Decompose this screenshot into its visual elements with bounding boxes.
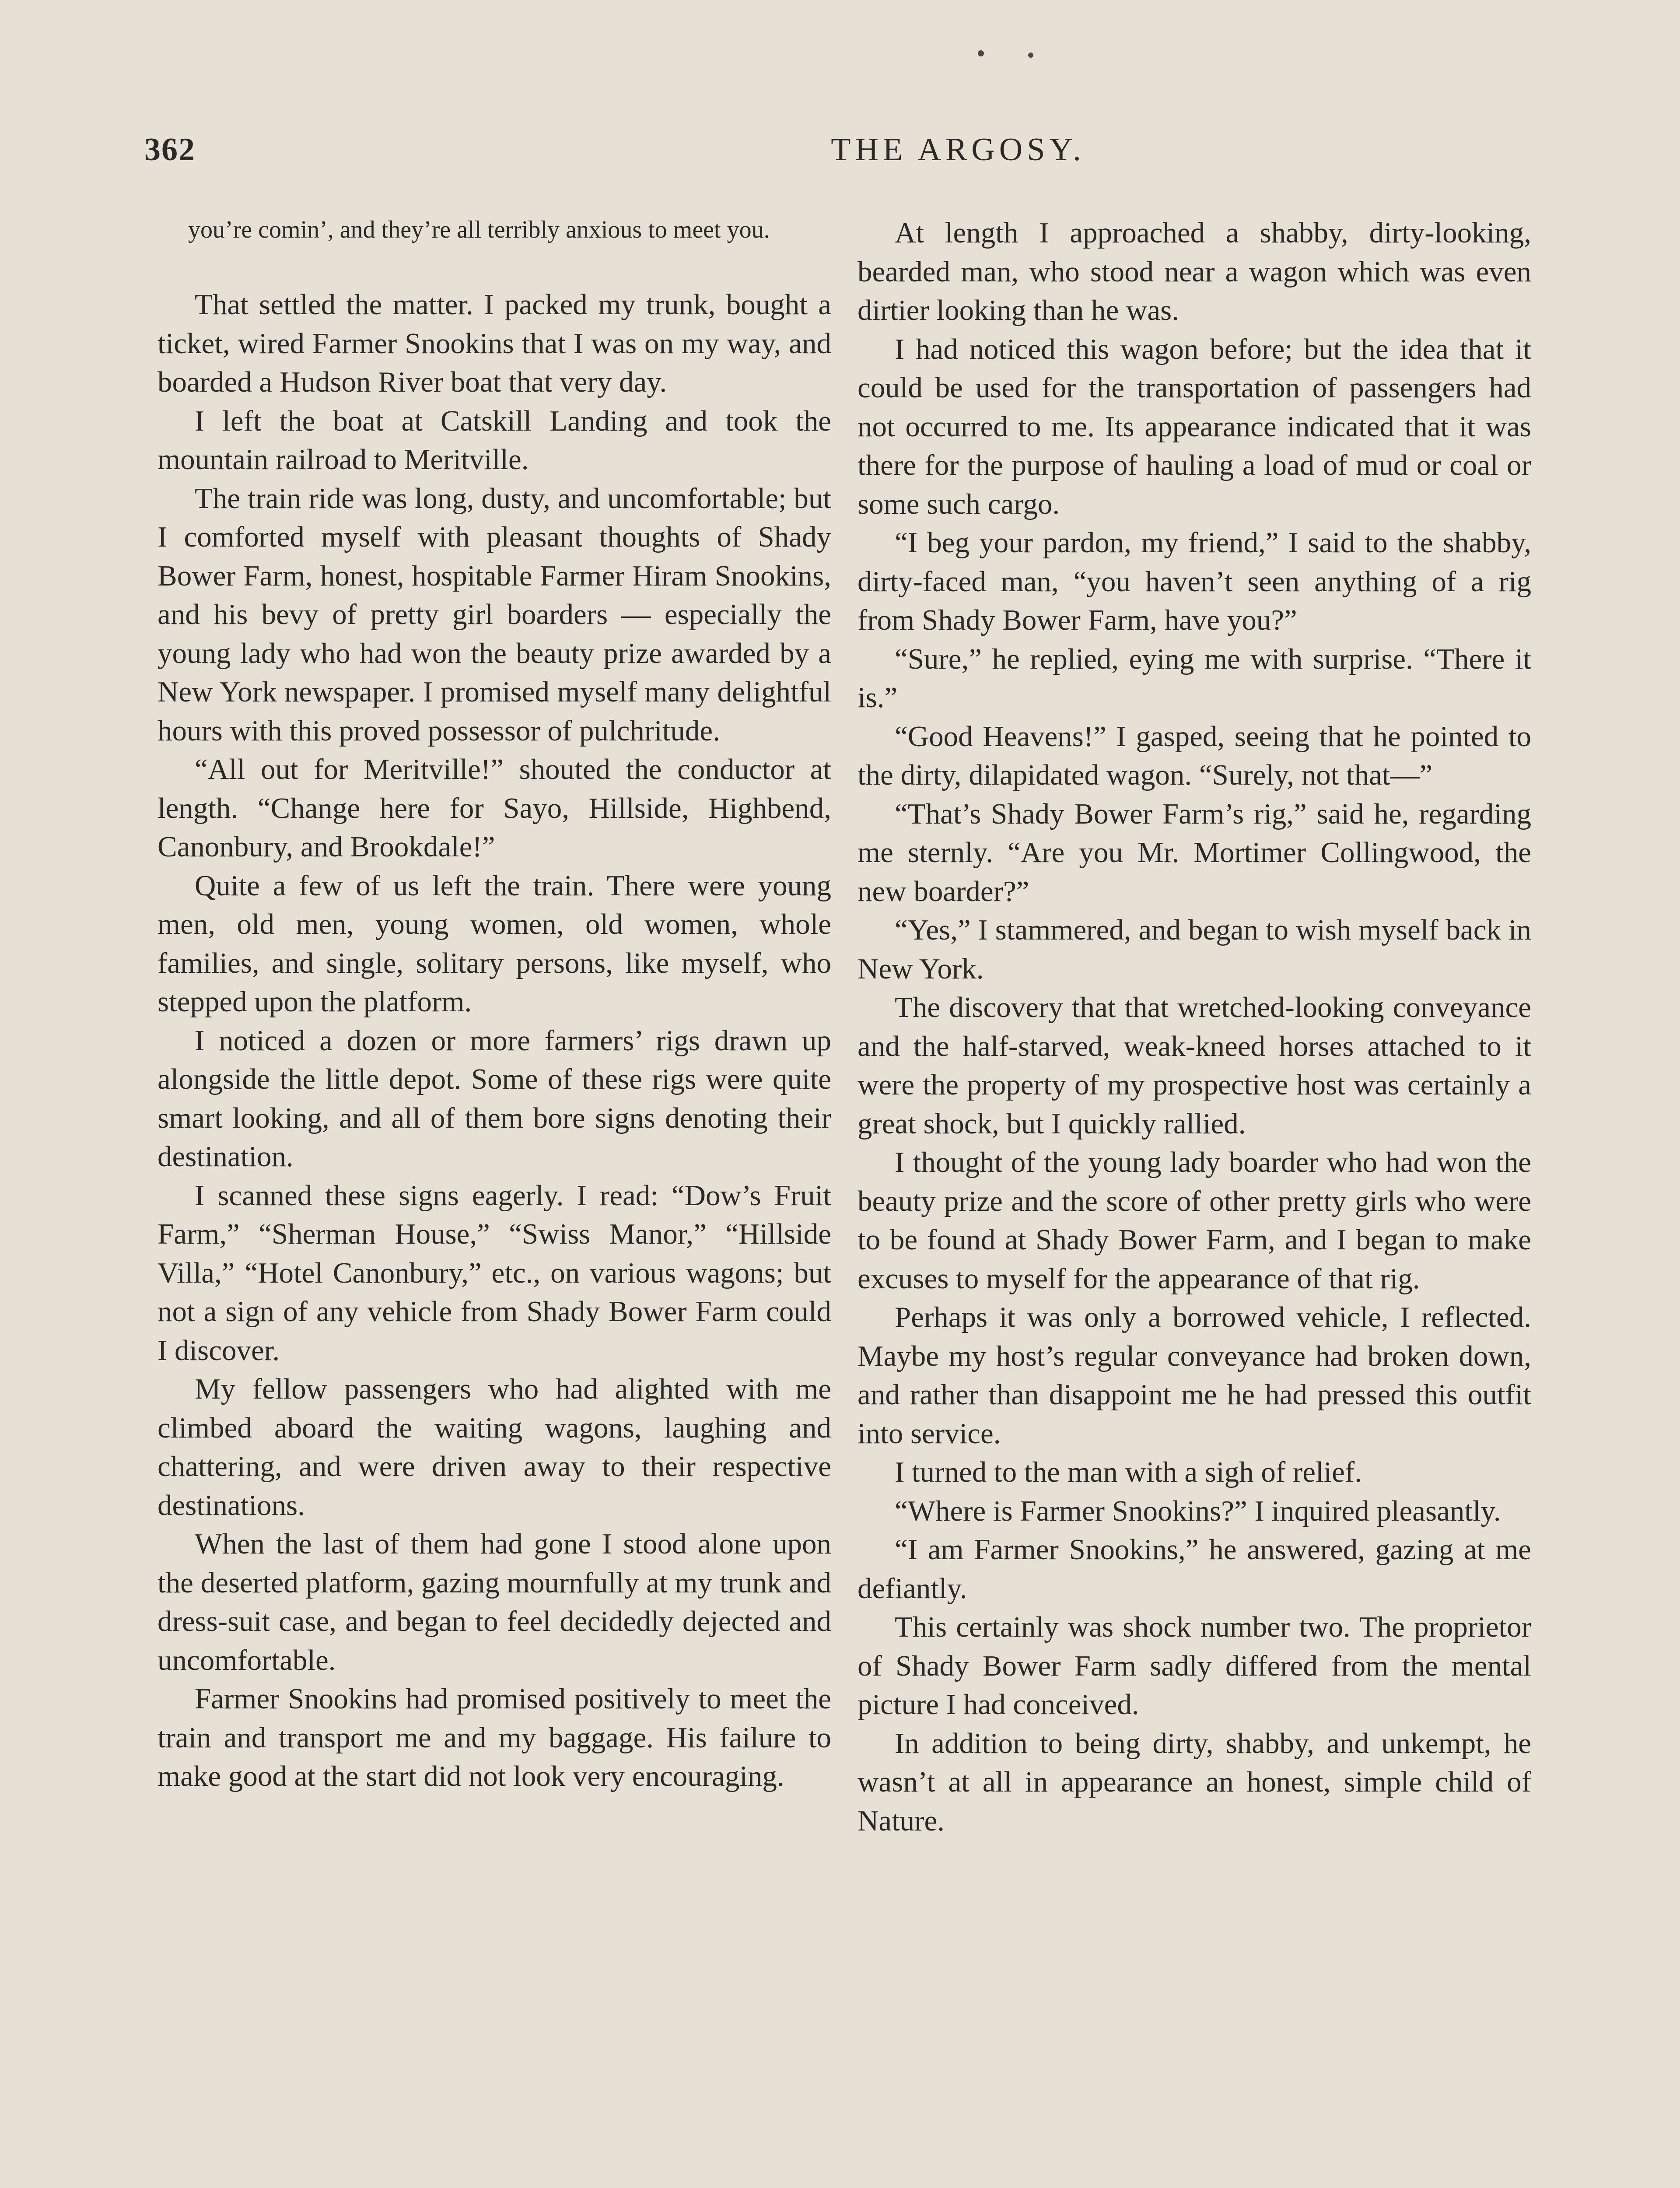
paragraph: Perhaps it was only a borrowed vehicle, I reflected. Maybe my host’s regular conveyance had broken down, and rather than disappoint me he had pressed this outfit into service.	[858, 1301, 1531, 1450]
paragraph: “I am Farmer Snookins,” he answered, gazing at me defiantly.	[858, 1533, 1531, 1605]
paragraph: My fellow passengers who had alighted with me climbed aboard the waiting wagons, laughing and chattering, and were driven away to their respective destinations.	[158, 1373, 831, 1522]
right-column	[858, 214, 1531, 1840]
paragraph: “That’s Shady Bower Farm’s rig,” said he, regarding me sternly. “Are you Mr. Mortimer Collingwood, the new boarder?”	[858, 797, 1531, 908]
paragraph: Farmer Snookins had promised positively to meet the train and transport me and my baggage. His failure to make good at the start did not look very encouraging.	[158, 1683, 831, 1792]
paragraph: The discovery that that wretched-looking conveyance and the half-starved, weak-kneed horses attached to it were the property of my prospective host was certainly a great shock, but I quickly rallied.	[858, 991, 1531, 1140]
paragraph: “I beg your pardon, my friend,” I said to the shabby, dirty-faced man, “you haven’t seen anything of a rig from Shady Bower Farm, have you?”	[858, 526, 1531, 636]
left-column	[158, 214, 831, 1796]
paragraph: “All out for Meritville!” shouted the conductor at length. “Change here for Sayo, Hillside, Highbend, Canonbury, and Brookdale!”	[158, 753, 831, 863]
paragraph: I scanned these signs eagerly. I read: “Dow’s Fruit Farm,” “Sherman House,” “Swiss Manor,” “Hillside Villa,” “Hotel Canonbury,” etc., on various wagons; but not a sign of any vehicle from Shady Bower Farm could I discover.	[158, 1179, 831, 1367]
paragraph: I noticed a dozen or more farmers’ rigs drawn up alongside the little depot. Some of these rigs were quite smart looking, and all of them bore signs denoting their destination.	[158, 1024, 831, 1173]
ink-speck	[978, 50, 984, 56]
paragraph: The train ride was long, dusty, and uncomfortable; but I comforted myself with pleasant thoughts of Shady Bower Farm, honest, hospitable Farmer Hiram Snookins, and his bevy of pretty girl boarders — especially the young lady who had won the beauty prize awarded by a New York newspaper. I promised myself many delightful hours with this proved possessor of pulchritude.	[158, 482, 831, 747]
paragraph: you’re comin’, and they’re all terribly anxious to meet you.	[188, 216, 770, 243]
paragraph: I turned to the man with a sigh of relief.	[895, 1456, 1362, 1488]
page-header	[144, 131, 1544, 179]
paragraph: I left the boat at Catskill Landing and took the mountain railroad to Meritville.	[158, 404, 831, 476]
paragraph: “Where is Farmer Snookins?” I inquired pleasantly.	[895, 1494, 1501, 1527]
paragraph: “Good Heavens!” I gasped, seeing that he pointed to the dirty, dilapidated wagon. “Surely, not that—”	[858, 720, 1531, 791]
paragraph: “Sure,” he replied, eying me with surprise. “There it is.”	[858, 642, 1531, 714]
paragraph: This certainly was shock number two. The proprietor of Shady Bower Farm sadly differed from the mental picture I had conceived.	[858, 1611, 1531, 1721]
paragraph: “Yes,” I stammered, and began to wish myself back in New York.	[858, 914, 1531, 985]
paragraph: Quite a few of us left the train. There were young men, old men, young women, old women, whole families, and single, solitary persons, like myself, who stepped upon the platform.	[158, 869, 831, 1018]
paragraph: When the last of them had gone I stood alone upon the deserted platform, gazing mournfully at my trunk and dress-suit case, and began to feel decidedly dejected and uncomfortable.	[158, 1528, 831, 1676]
ink-speck	[1028, 53, 1033, 58]
paragraph: I thought of the young lady boarder who had won the beauty prize and the score of other pretty girls who were to be found at Shady Bower Farm, and I began to make excuses to myself for the appearance of that rig.	[858, 1146, 1531, 1295]
page-number: 362	[144, 132, 196, 168]
paragraph: In addition to being dirty, shabby, and unkempt, he wasn’t at all in appearance an honest, simple child of Nature.	[858, 1727, 1531, 1837]
running-title: THE ARGOSY.	[831, 132, 1085, 168]
paragraph: At length I approached a shabby, dirty-looking, bearded man, who stood near a wagon which was even dirtier looking than he was.	[858, 217, 1531, 326]
paragraph: I had noticed this wagon before; but the idea that it could be used for the transportation of passengers had not occurred to me. Its appearance indicated that it was there for the purpose of hauling a load of mud or coal or some such cargo.	[858, 333, 1531, 520]
paragraph: That settled the matter. I packed my trunk, bought a ticket, wired Farmer Snookins that I was on my way, and boarded a Hudson River boat that very day.	[158, 288, 831, 398]
